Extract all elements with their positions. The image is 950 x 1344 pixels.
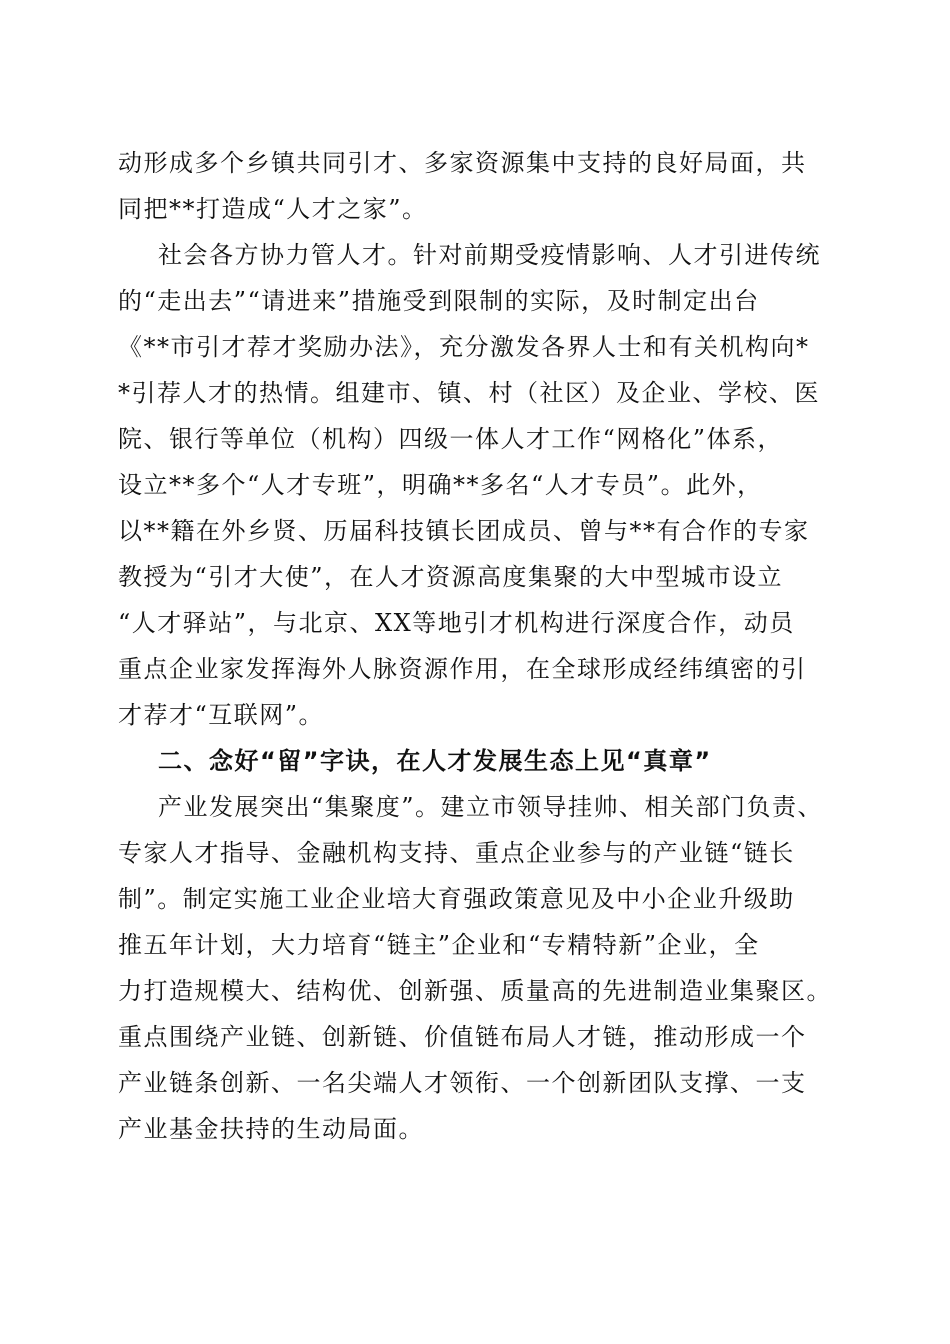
paragraph-talent-home: [118, 140, 834, 232]
text-line: 产业链条创新、一名尖端人才领衔、一个创新团队支撑、一支: [118, 1069, 807, 1097]
text-line: 以**籍在外乡贤、历届科技镇长团成员、曾与**有合作的专家: [118, 517, 810, 545]
text-line: 设立**多个“人才专班”，明确**多名“人才专员”。此外，: [118, 471, 763, 499]
section-heading-text: 二、念好“留”字诀，在人才发展生态上见“真章”: [158, 747, 712, 775]
text-line: 动形成多个乡镇共同引才、多家资源集中支持的良好局面，共: [118, 149, 807, 177]
text-line: 社会各方协力管人才。针对前期受疫情影响、人才引进传统: [158, 241, 821, 269]
paragraph-society-manage-talent: [118, 232, 834, 738]
text-line: 才荐才“互联网”。: [118, 701, 325, 729]
text-line: 教授为“引才大使”，在人才资源高度集聚的大中型城市设立: [118, 563, 784, 591]
text-line: “人才驿站”，与北京、XX等地引才机构进行深度合作，动员: [118, 609, 795, 637]
text-line: 院、银行等单位（机构）四级一体人才工作“网格化”体系，: [118, 425, 784, 453]
text-line: 的“走出去”“请进来”措施受到限制的实际，及时制定出台: [118, 287, 760, 315]
text-line: 专家人才指导、金融机构支持、重点企业参与的产业链“链长: [118, 839, 795, 867]
text-line: 重点围绕产业链、创新链、价值链布局人才链，推动形成一个: [118, 1023, 807, 1051]
text-line: 产业发展突出“集聚度”。建立市领导挂帅、相关部门负责、: [158, 793, 824, 821]
text-line: 重点企业家发挥海外人脉资源作用，在全球形成经纬缜密的引: [118, 655, 807, 683]
paragraph-industry-cluster: [118, 784, 834, 1152]
text-line: 力打造规模大、结构优、创新强、质量高的先进制造业集聚区。: [118, 977, 832, 1005]
text-line: 制”。制定实施工业企业培大育强政策意见及中小企业升级助: [118, 885, 795, 913]
text-line: 《**市引才荐才奖励办法》，充分激发各界人士和有关机构向*: [118, 333, 810, 361]
text-line: 推五年计划，大力培育“链主”企业和“专精特新”企业，全: [118, 931, 760, 959]
document-body: [118, 140, 834, 1152]
text-line: *引荐人才的热情。组建市、镇、村（社区）及企业、学校、医: [118, 379, 820, 407]
text-line: 同把**打造成“人才之家”。: [118, 195, 428, 223]
text-line: 产业基金扶持的生动局面。: [118, 1115, 424, 1143]
section-heading-2: [118, 738, 834, 784]
